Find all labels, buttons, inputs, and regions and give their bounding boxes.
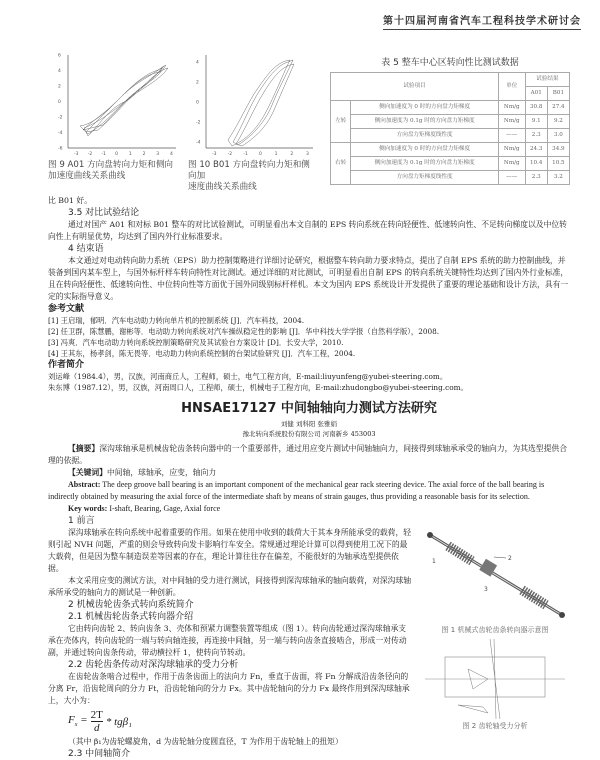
keywords-text: 中间轴，球轴承，应变，轴向力 [106, 468, 217, 477]
paper2-body [48, 527, 570, 760]
fig10-caption-line1: 图 10 B01 方向盘转向力矩和侧向加 [188, 160, 310, 181]
group-label: 右转 [331, 143, 351, 185]
running-header: 第十四届河南省汽车工程科技学术研讨会 [383, 12, 581, 30]
tick-label: 4 [170, 152, 173, 157]
fig10-caption [188, 160, 318, 193]
tick-label: 3 [156, 152, 160, 157]
author-bio: 朱东博（1987.12），男，汉族，河南周口人，工程师，硕士，机械电子工程方向，E-mail:zhudongbo@yubei-steering.com。 [48, 383, 468, 392]
tick-label: -2 [196, 120, 201, 126]
formula [48, 709, 412, 734]
tick-label: 0 [196, 100, 199, 106]
formula-denominator: d [93, 722, 100, 734]
item-cell: 侧向加速度为 0.1g 时的方向盘力矩梯度 [351, 157, 499, 171]
unit-cell: Nm/g [498, 157, 525, 171]
b01-cell: 9.2 [547, 115, 569, 129]
keywords-label: 【关键词】 [68, 468, 107, 477]
heading-1: 1 前言 [68, 516, 95, 526]
heading-2-3: 2.3 中间轴简介 [68, 749, 131, 759]
item-cell: 侧向加速度为 0 时的方向盘力矩梯度 [351, 101, 499, 115]
col-header-b01: B01 [547, 87, 569, 101]
formula-numerator: 2T [90, 709, 103, 721]
fig10-caption-line2: 速度曲线关系曲线 [188, 182, 257, 192]
paper-affiliation: 豫北转向系统股份有限公司 河南新乡 453003 [242, 430, 376, 438]
formula-fraction [91, 709, 103, 734]
paragraph-1b: 本文采用应变的测试方法，对中间轴的受力进行测试，间接得到深沟球轴承的轴向载荷，对深沟球轴承所承受的轴向力的测试是一种创新。 [48, 576, 412, 597]
tick-label: -3 [212, 152, 217, 157]
tick-label: 2 [142, 152, 146, 157]
heading-3-5: 3.5 对比试验结论 [68, 208, 140, 218]
figures-column [420, 527, 570, 735]
fig10-hysteresis-loops [228, 60, 294, 146]
col-header-a01: A01 [525, 87, 547, 101]
fig9-hysteresis-loops [80, 65, 168, 136]
b01-cell: 3.2 [547, 171, 569, 185]
page-content [48, 50, 570, 760]
fig9-plot [48, 50, 178, 158]
formula-lhs-subscript: x [74, 722, 78, 729]
fig9-caption-line1: 图 9 A01 方向盘转向力矩和侧向 [48, 160, 174, 170]
tick-label: 4 [58, 69, 61, 74]
continuation-text: 比 B01 好。 [48, 196, 92, 205]
tick-label: -2 [87, 152, 93, 157]
tick-label: 0 [259, 152, 262, 157]
heading-2: 2 机械齿轮齿条式转向系统简介 [68, 600, 194, 610]
a01-cell: 9.1 [525, 115, 547, 129]
tick-label: -2 [58, 115, 63, 121]
reference-item: [1] 王启瑞，郁明．汽车电动助力转向单片机的控制系统 [J]．汽车科技，2004. [48, 316, 305, 325]
table-row [331, 157, 570, 171]
table5-title: 表 5 整车中心区转向性比测试数据 [381, 58, 519, 68]
item-cell: 方向盘力矩梯度线性度 [351, 129, 499, 143]
figures-row [48, 50, 570, 193]
table-row [331, 129, 570, 143]
keywords-en-label: Key words: [68, 504, 108, 513]
group-label: 左转 [331, 101, 351, 143]
formula-rhs: * tgβ₁ [105, 715, 132, 728]
fig2-caption: 图 2 齿轮轴受力分析 [462, 722, 528, 730]
abstract-label: 【摘要】 [68, 444, 100, 453]
item-cell: 侧向加速度为 0 时的方向盘力矩梯度 [351, 143, 499, 157]
col-header-result: 试验结果 [525, 73, 569, 87]
paper2-abstract [48, 443, 570, 527]
keywords-en-text: I-shaft, Bearing, Gage, Axial force [109, 504, 221, 513]
paper2-header [48, 401, 570, 439]
b01-cell: 3.0 [547, 129, 569, 143]
tick-label: 4 [196, 60, 199, 66]
fig9 [48, 50, 178, 182]
b01-cell: 10.5 [547, 157, 569, 171]
fig9-caption-line2: 加速度曲线关系曲线 [48, 171, 126, 181]
table-row [331, 143, 570, 157]
paragraph-4: 本文通过对电动转向助力系统（EPS）助力控制策略进行详细讨论研究，根据整车转向助力要求特点，提出了自制 EPS 系统的助力控制曲线，并装备到国内某车型上，与国外标杆样车转向特性对比测试。通过详细的对比测试，可明显看出自制 EPS 的转向系统关键特性均达到了国内外行业标准，且在转向轻便性、低速转向性、中位转向性等方面优于国外同级别标杆样机。本文为国内 EPS 系统设计开发提供了重要的理论基础和设计方法，具有一定的实际指导意义。 [48, 256, 569, 301]
fig1-callout-label: 1 [432, 558, 436, 565]
tick-label: 1 [128, 152, 132, 157]
paragraph-1a: 深沟球轴承在转向系统中起着重要的作用。如果在使用中收到的载荷大于其本身所能承受的载荷，轻则引起 NVH 问题，严重的则会导致转向发卡影响行车安全。常规通过理论计算可以得到使用工况下的最大载荷，但是因为整车制造误差等因素的存在，理论计算往往存在偏差，不能很好的为轴承选型提供依据。 [48, 528, 412, 573]
table-row [331, 115, 570, 129]
item-cell: 侧向加速度为 0.1g 时的方向盘力矩梯度 [351, 115, 499, 129]
table-row [331, 171, 570, 185]
abstract-en-text: The deep groove ball bearing is an important component of the mechanical gear rack steering device. The axial force of the ball bearing is indirectly obtained by measuring the axial force of the intermediate shaft by means of strain gauges, thus providing a reasonable basis for its selection. [48, 480, 545, 501]
a01-cell: 24.3 [525, 143, 547, 157]
table5 [330, 72, 570, 185]
reference-item: [2] 任卫群，陈慧鹏，谢彬等．电动助力转向系统对汽车操纵稳定性的影响 [J]．华中科技大学学报（自然科学版），2008. [48, 327, 440, 336]
a01-cell: 30.8 [525, 101, 547, 115]
heading-4: 4 结束语 [68, 244, 104, 254]
fig1-callout-label: 3 [484, 586, 488, 593]
unit-cell: Nm/g [498, 143, 525, 157]
fig1-steering-gear-image [420, 527, 570, 623]
b01-cell: 34.9 [547, 143, 569, 157]
paper-authors: 刘健 刘科阳 张雅娟 [280, 420, 338, 428]
abstract-en-label: Abstract: [68, 480, 101, 489]
a01-cell: 10.4 [525, 157, 547, 171]
col-header-item: 试验项目 [331, 73, 499, 101]
paper-title: HNSAE17127 中间轴轴向力测试方法研究 [181, 401, 437, 416]
tick-label: 2 [196, 80, 199, 86]
fig10-plot [188, 50, 318, 158]
fig1-callout-label: 2 [508, 555, 512, 562]
heading-2-2: 2.2 齿轮齿条传动对深沟球轴承的受力分析 [68, 660, 239, 670]
paragraph-2-1: 它由转向齿轮 2、转向齿条 3、壳体和预紧力调整装置等组成（图 1）。转向齿轮通过深沟球轴承支承在壳体内，转向齿轮的一端与转向轴连接，再连接中间轴，另一端与转向齿条直接啮合，形成一对传动副，并通过转向齿条传动，带动横拉杆 1，使转向节转动。 [48, 624, 407, 657]
author-bio-heading: 作者简介 [48, 360, 85, 370]
tick-label: -6 [58, 146, 63, 152]
unit-cell: Nm/g [498, 101, 525, 115]
item-cell: 方向盘力矩梯度线性度 [351, 171, 499, 185]
tick-label: 6 [58, 53, 61, 59]
table5-block [330, 50, 570, 185]
tick-label: 3 [306, 152, 309, 157]
reference-item: [3] 冯爽．汽车电动助力转向系统控制策略研究及其试验台方案设计 [D]．长安大学，2010. [48, 338, 344, 347]
fig9-caption [48, 160, 178, 182]
tick-label: 2 [58, 84, 61, 90]
formula-note: （其中 β₁为齿轮螺旋角，d 为齿轮轴分度圆直径，T 为作用于齿轮轴上的扭矩） [68, 737, 343, 746]
references-list [48, 315, 570, 359]
references-heading: 参考文献 [48, 304, 85, 314]
author-bio: 刘运峰（1984.4），男，汉族，河南商丘人，工程师，硕士，电气工程方向，E-mail:liuyunfeng@yubei-steering.com。 [48, 372, 448, 381]
tick-label: -1 [101, 152, 106, 157]
paragraph-3-5: 通过对国产 A01 和对标 B01 整车的对比试验测试，可明显看出本文自制的 EPS 转向系统在转向轻便性、低速转向性、不足转向梯度以及中位转向性上有明显优势，均达到了国内外行业标准要求。 [48, 220, 567, 241]
heading-2-1: 2.1 机械齿轮齿条式转向器介绍 [68, 612, 194, 622]
paragraph-2-2: 在齿轮齿条啮合过程中，作用于齿条齿面上的法向力 Fn，垂直于齿面，将 Fn 分解成沿齿条径向的分离 Fr，沿齿轮周向的分力 Ft，沿齿轮轴向的分力 Fx。其中齿轮轴向的分力 Fx 最终作用到深沟球轴承上，大小为： [48, 672, 410, 705]
tick-label: 0 [58, 100, 61, 105]
fig2-force-diagram [420, 639, 570, 719]
tick-label: -3 [74, 152, 79, 157]
table-row [331, 101, 570, 115]
tick-label: -2 [227, 152, 233, 157]
section-continuation [48, 195, 570, 393]
author-bios [48, 371, 570, 393]
formula-lhs-symbol: F [68, 714, 75, 727]
unit-cell: —— [498, 171, 525, 185]
tick-label: 1 [274, 152, 278, 157]
reference-item: [4] 王其东，杨孝剑，陈无畏等．电动助力转向系统控制的台架试验研究 [J]．汽车工程，2004. [48, 349, 356, 358]
tick-label: 2 [290, 152, 294, 157]
tick-label: -1 [243, 152, 248, 157]
a01-cell: 2.3 [525, 171, 547, 185]
fig10 [188, 50, 318, 193]
tick-label: -4 [58, 131, 63, 136]
unit-cell: Nm/g [498, 115, 525, 129]
col-header-unit: 单位 [498, 73, 525, 101]
tick-label: 0 [115, 152, 119, 157]
b01-cell: 27.4 [547, 101, 569, 115]
fig1-caption: 图 1 机械式齿轮齿条转向器示意图 [441, 626, 549, 634]
formula-lhs: $F_x$ = [68, 714, 88, 729]
a01-cell: 2.3 [525, 129, 547, 143]
abstract-text: 深沟球轴承是机械齿轮齿条转向器中的一个重要部件，通过用应变片测试中间轴轴向力，间接得到球轴承承受的轴向力，为其选型提供合理的依据。 [48, 444, 567, 465]
tick-label: -4 [196, 140, 201, 146]
unit-cell: —— [498, 129, 525, 143]
